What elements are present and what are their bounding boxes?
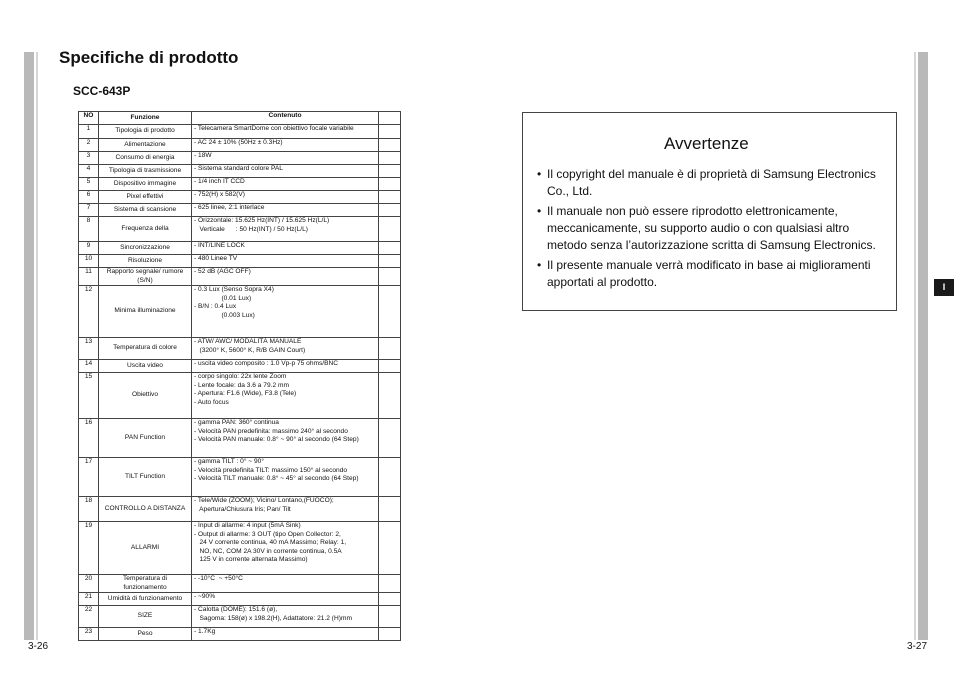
row-content — [192, 242, 379, 255]
content-line: - corpo singolo: 22x lente Zoom — [194, 373, 287, 381]
row-function: ALLARMI — [99, 522, 192, 575]
table-row — [79, 165, 401, 178]
bullet-icon: • — [537, 258, 542, 272]
row-extra-cell — [379, 152, 401, 165]
row-extra-cell — [379, 139, 401, 152]
row-extra-cell — [379, 165, 401, 178]
row-function: Uscita video — [99, 360, 192, 373]
table-row — [79, 593, 401, 606]
content-line: - 625 linee, 2:1 interlace — [194, 204, 265, 211]
table-row — [79, 139, 401, 152]
row-function: Rapporto segnale/ rumore (S/N) — [99, 268, 192, 286]
row-function: Pixel effettivi — [99, 191, 192, 204]
row-extra-cell — [379, 255, 401, 268]
row-extra-cell — [379, 125, 401, 139]
row-function: Sistema di scansione — [99, 204, 192, 217]
row-function: Obiettivo — [99, 373, 192, 419]
row-content — [192, 458, 379, 497]
table-row — [79, 152, 401, 165]
content-line: - AC 24 ± 10% (50Hz ± 0.3Hz) — [194, 139, 283, 146]
content-line: - INT/LINE LOCK — [194, 242, 245, 249]
row-number: 23 — [79, 628, 99, 641]
table-row — [79, 419, 401, 458]
content-line: Apertura/Chiusura Iris; Pan/ Tilt — [194, 505, 291, 513]
model-name: SCC-643P — [73, 84, 131, 98]
content-line: - 752(H) x 582(V) — [194, 191, 245, 198]
content-line: - gamma PAN: 360° continua — [194, 419, 279, 427]
row-extra-cell — [379, 419, 401, 458]
content-line: (3200° K, 5600° K, R/B GAIN Court) — [194, 346, 306, 354]
table-row — [79, 338, 401, 360]
row-extra-cell — [379, 217, 401, 242]
row-number: 9 — [79, 242, 99, 255]
content-line: - gamma TILT : 0° ~ 90° — [194, 458, 264, 466]
row-content — [192, 152, 379, 165]
header-extra-cell — [379, 112, 401, 125]
content-line: - Calotta (DOME): 151.6 (ø), — [194, 606, 278, 614]
content-line: - Orizzontale: 15.625 Hz(INT) / 15.625 Hz(L/L) — [194, 217, 330, 224]
content-line: - ~90% — [194, 593, 216, 601]
table-row — [79, 268, 401, 286]
row-number: 10 — [79, 255, 99, 268]
right-margin-bar — [918, 52, 928, 640]
warning-item-text: Il presente manuale verrà modificato in base ai miglioramenti apportati al prodotto. — [547, 258, 871, 289]
table-row — [79, 522, 401, 575]
row-number: 20 — [79, 575, 99, 593]
row-extra-cell — [379, 360, 401, 373]
row-extra-cell — [379, 458, 401, 497]
left-margin-line — [36, 52, 38, 640]
table-row — [79, 286, 401, 338]
header-no: NO — [79, 112, 99, 125]
row-number: 6 — [79, 191, 99, 204]
content-line: - Velocità PAN predefinita: massimo 240° al secondo — [194, 427, 348, 435]
row-number: 12 — [79, 286, 99, 338]
row-content — [192, 628, 379, 641]
row-extra-cell — [379, 242, 401, 255]
table-row — [79, 242, 401, 255]
row-content — [192, 522, 379, 575]
table-row — [79, 191, 401, 204]
row-number: 19 — [79, 522, 99, 575]
content-line: Sagoma: 158(ø) x 198.2(H), Adattatore: 21.2 (H)mm — [194, 614, 352, 622]
row-number: 2 — [79, 139, 99, 152]
content-line: (0.01 Lux) — [194, 294, 252, 302]
content-line: - Input di allarme: 4 input (5mA Sink) — [194, 522, 301, 530]
row-function: CONTROLLO A DISTANZA — [99, 497, 192, 522]
row-number: 13 — [79, 338, 99, 360]
row-extra-cell — [379, 575, 401, 593]
row-content — [192, 360, 379, 373]
row-function: Frequenza della — [99, 217, 192, 242]
row-content — [192, 217, 379, 242]
row-function: Umidità di funzionamento — [99, 593, 192, 606]
row-content — [192, 606, 379, 628]
row-content — [192, 373, 379, 419]
row-number: 4 — [79, 165, 99, 178]
content-line: - Auto focus — [194, 398, 229, 406]
content-line: - Velocità PAN manuale: 0.8° ~ 90° al secondo (64 Step) — [194, 436, 359, 444]
table-row — [79, 497, 401, 522]
content-line: - -10°C ~ +50°C — [194, 575, 243, 583]
row-extra-cell — [379, 338, 401, 360]
warning-item — [537, 203, 885, 254]
warning-item — [537, 166, 885, 200]
row-number: 1 — [79, 125, 99, 139]
spec-table — [78, 111, 401, 641]
content-line: 125 V in corrente alternata Massimo) — [194, 556, 308, 564]
table-header-row — [79, 112, 401, 125]
content-line: - Tele/Wide (ZOOM); Vicino/ Lontano,(FUOCO); — [194, 497, 334, 505]
row-content — [192, 191, 379, 204]
content-line: - ATW/ AWC/ MODALITÀ MANUALE — [194, 338, 302, 346]
table-row — [79, 458, 401, 497]
row-content — [192, 286, 379, 338]
content-line: - 1.7Kg — [194, 628, 216, 636]
row-extra-cell — [379, 593, 401, 606]
table-row — [79, 255, 401, 268]
content-line: - 480 Linee TV — [194, 255, 238, 262]
row-function: Temperatura di funzionamento — [99, 575, 192, 593]
warning-item — [537, 257, 885, 291]
table-row — [79, 360, 401, 373]
row-content — [192, 165, 379, 178]
content-line: Verticale : 50 Hz(INT) / 50 Hz(L/L) — [194, 225, 308, 233]
row-number: 16 — [79, 419, 99, 458]
row-number: 22 — [79, 606, 99, 628]
header-contenuto: Contenuto — [192, 112, 379, 125]
content-line: - Sistema standard colore PAL — [194, 165, 283, 172]
page-number-right: 3-27 — [907, 641, 928, 652]
row-number: 8 — [79, 217, 99, 242]
row-function: Alimentazione — [99, 139, 192, 152]
bullet-icon: • — [537, 204, 542, 218]
table-row — [79, 178, 401, 191]
page-number-left: 3-26 — [28, 641, 49, 652]
content-line: - Output di allarme: 3 OUT (tipo Open Collector: 2, — [194, 530, 341, 538]
bullet-icon: • — [537, 167, 542, 181]
row-function: Risoluzione — [99, 255, 192, 268]
row-function: Dispositivo immagine — [99, 178, 192, 191]
row-content — [192, 204, 379, 217]
row-content — [192, 497, 379, 522]
table-row — [79, 217, 401, 242]
header-funzione: Funzione — [99, 112, 192, 125]
content-line: 24 V corrente continua, 40 mA Massimo; Relay: 1, — [194, 539, 347, 547]
content-line: - 18W — [194, 152, 212, 159]
row-function: Sincronizzazione — [99, 242, 192, 255]
row-number: 18 — [79, 497, 99, 522]
content-line: NO, NC, COM 2A 30V in corrente continua, 0.5A — [194, 547, 342, 555]
row-number: 15 — [79, 373, 99, 419]
row-extra-cell — [379, 522, 401, 575]
row-number: 7 — [79, 204, 99, 217]
content-line: (0.003 Lux) — [194, 311, 255, 319]
table-row — [79, 628, 401, 641]
row-extra-cell — [379, 204, 401, 217]
row-function: Temperatura di colore — [99, 338, 192, 360]
row-function: Peso — [99, 628, 192, 641]
table-row — [79, 204, 401, 217]
warning-item-text: Il manuale non può essere riprodotto elettronicamente, meccanicamente, su supporto audio o con qualsiasi altro metodo senza l’autorizzazione scritta di Samsung Electronics. — [547, 204, 876, 252]
row-content — [192, 268, 379, 286]
row-function: Tipologia di prodotto — [99, 125, 192, 139]
row-number: 17 — [79, 458, 99, 497]
row-content — [192, 593, 379, 606]
row-number: 14 — [79, 360, 99, 373]
content-line: - Apertura: F1.6 (Wide), F3.8 (Tele) — [194, 390, 297, 398]
content-line: - 0.3 Lux (Senso Sopra X4) — [194, 286, 274, 294]
row-content — [192, 255, 379, 268]
content-line: - 1/4 inch IT CCD — [194, 178, 245, 185]
content-line: - Lente focale: da 3.6 a 79.2 mm — [194, 381, 289, 389]
page-title: Specifiche di prodotto — [59, 48, 239, 67]
row-number: 5 — [79, 178, 99, 191]
warning-item-text: Il copyright del manuale è di proprietà di Samsung Electronics Co., Ltd. — [547, 167, 876, 198]
row-extra-cell — [379, 286, 401, 338]
row-content — [192, 419, 379, 458]
section-tab: I — [934, 279, 954, 296]
row-extra-cell — [379, 178, 401, 191]
row-number: 11 — [79, 268, 99, 286]
row-function: Consumo di energia — [99, 152, 192, 165]
content-line: - Telecamera SmartDome con obiettivo focale variabile — [194, 125, 354, 132]
content-line: - Velocità TILT manuale: 0.8° ~ 45° al secondo (64 Step) — [194, 475, 359, 483]
row-function: SIZE — [99, 606, 192, 628]
row-extra-cell — [379, 268, 401, 286]
content-line: - 52 dB (AGC OFF) — [194, 268, 251, 275]
row-extra-cell — [379, 497, 401, 522]
row-function: Minima illuminazione — [99, 286, 192, 338]
warning-list — [537, 166, 885, 294]
row-content — [192, 338, 379, 360]
table-row — [79, 606, 401, 628]
content-line: - uscita video composito : 1.0 Vp-p 75 ohms/BNC — [194, 360, 339, 368]
row-content — [192, 139, 379, 152]
table-row — [79, 373, 401, 419]
row-content — [192, 575, 379, 593]
row-extra-cell — [379, 628, 401, 641]
content-line: - B/N : 0.4 Lux — [194, 303, 237, 311]
table-row — [79, 125, 401, 139]
row-extra-cell — [379, 606, 401, 628]
row-number: 21 — [79, 593, 99, 606]
row-content — [192, 178, 379, 191]
row-function: Tipologia di trasmissione — [99, 165, 192, 178]
warning-title: Avvertenze — [664, 134, 749, 153]
content-line: - Velocità predefinita TILT: massimo 150° al secondo — [194, 466, 348, 474]
row-number: 3 — [79, 152, 99, 165]
row-extra-cell — [379, 191, 401, 204]
right-margin-line — [914, 52, 916, 640]
row-function: PAN Function — [99, 419, 192, 458]
row-function: TILT Function — [99, 458, 192, 497]
row-extra-cell — [379, 373, 401, 419]
left-margin-bar — [24, 52, 34, 640]
row-content — [192, 125, 379, 139]
table-row — [79, 575, 401, 593]
